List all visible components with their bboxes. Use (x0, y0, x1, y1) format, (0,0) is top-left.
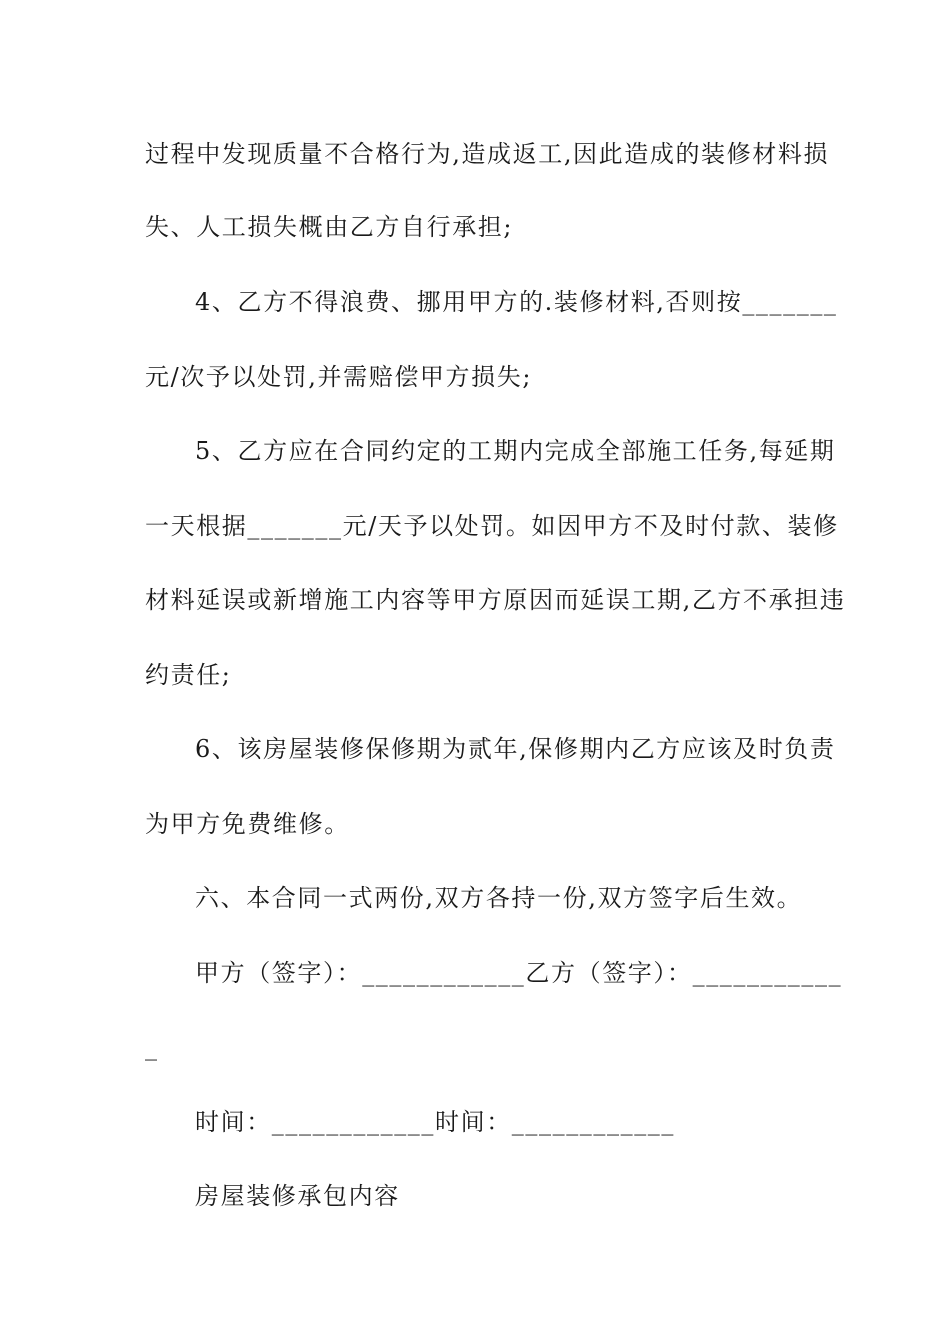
signature-line: 甲方（签字）：____________乙方（签字）：___________ (195, 959, 843, 987)
article-6-line: 六、本合同一式两份,双方各持一份,双方签字后生效。 (195, 884, 803, 912)
paragraph-line-2: 失、人工损失概由乙方自行承担; (145, 213, 514, 241)
clause-5-line-3: 材料延误或新增施工内容等甲方原因而延误工期,乙方不承担违 (145, 586, 846, 614)
date-line: 时间：____________时间：____________ (195, 1108, 675, 1136)
clause-5-line-4: 约责任; (145, 661, 232, 689)
clause-5-line-2: 一天根据_______元/天予以处罚。如因甲方不及时付款、装修 (145, 512, 839, 540)
paragraph-line-1: 过程中发现质量不合格行为,造成返工,因此造成的装修材料损 (145, 140, 830, 168)
clause-6-line-1: 6、该房屋装修保修期为贰年,保修期内乙方应该及时负责 (195, 735, 836, 763)
clause-4-line-1: 4、乙方不得浪费、挪用甲方的.装修材料,否则按_______ (195, 288, 838, 316)
clause-4-line-2: 元/次予以处罚,并需赔偿甲方损失; (145, 363, 532, 391)
signature-line-continuation: _ (145, 1033, 159, 1061)
clause-6-line-2: 为甲方免费维修。 (145, 810, 350, 838)
clause-5-line-1: 5、乙方应在合同约定的工期内完成全部施工任务,每延期 (195, 437, 836, 465)
section-heading: 房屋装修承包内容 (195, 1182, 400, 1210)
